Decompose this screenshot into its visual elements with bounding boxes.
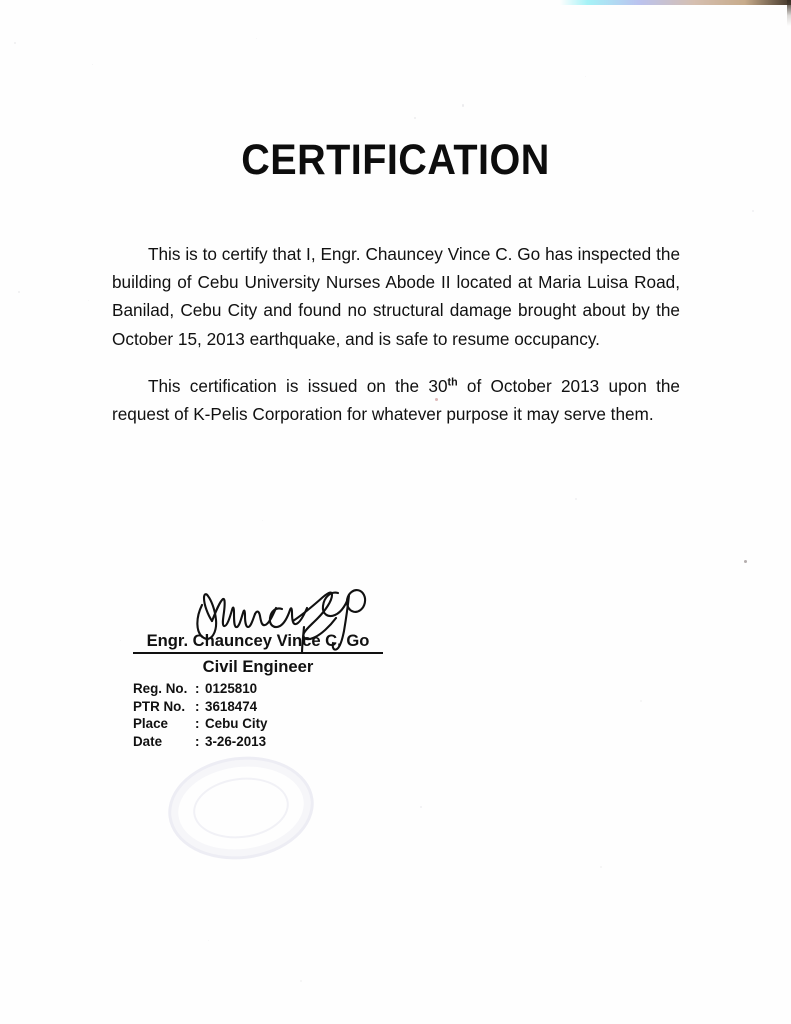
detail-label: Place <box>133 716 168 732</box>
detail-row <box>133 680 268 698</box>
paragraph-2-text-after-ordinal: of October 2013 upon the request of K-Pelis Corporation for whatever purpose it may serve them. <box>112 375 680 425</box>
detail-separator: : <box>195 733 200 749</box>
scan-edge-artifact-corner <box>787 0 791 26</box>
credentials-details <box>133 680 268 750</box>
detail-separator: : <box>195 716 200 732</box>
detail-label: Date <box>133 733 163 749</box>
body-paragraph-2 <box>112 372 680 428</box>
detail-label: Reg. No. <box>133 681 188 696</box>
detail-value: Cebu City <box>205 716 268 732</box>
signatory-name: Engr. Chauncey Vince C. Go <box>133 631 383 654</box>
detail-row <box>133 715 268 733</box>
detail-separator: : <box>195 698 200 714</box>
detail-value: 3618474 <box>205 698 258 714</box>
detail-separator: : <box>195 681 200 696</box>
page-title: CERTIFICATION <box>241 136 550 184</box>
paragraph-2-text-before-ordinal: This certification is issued on the 30 <box>148 375 448 396</box>
body-paragraph-1 <box>112 240 680 353</box>
signatory-title: Civil Engineer <box>202 657 314 676</box>
detail-value: 3-26-2013 <box>205 733 267 749</box>
scan-edge-artifact-top <box>560 0 791 5</box>
detail-label: PTR No. <box>133 698 186 714</box>
detail-value: 0125810 <box>205 681 258 696</box>
detail-row <box>133 733 268 751</box>
paragraph-1-text: This is to certify that I, Engr. Chauncey Vince C. Go has inspected the building of Cebu University Nurses Abode II located at Maria Luisa Road, Banilad, Cebu City and found no structural damage brought about by the October 15, 2013 earthquake, and is safe to resume occupancy. <box>112 244 680 349</box>
ordinal-suffix: th <box>447 376 458 389</box>
faint-seal-stamp-ghost <box>162 748 319 867</box>
detail-row <box>133 698 268 716</box>
document-body <box>112 240 680 428</box>
